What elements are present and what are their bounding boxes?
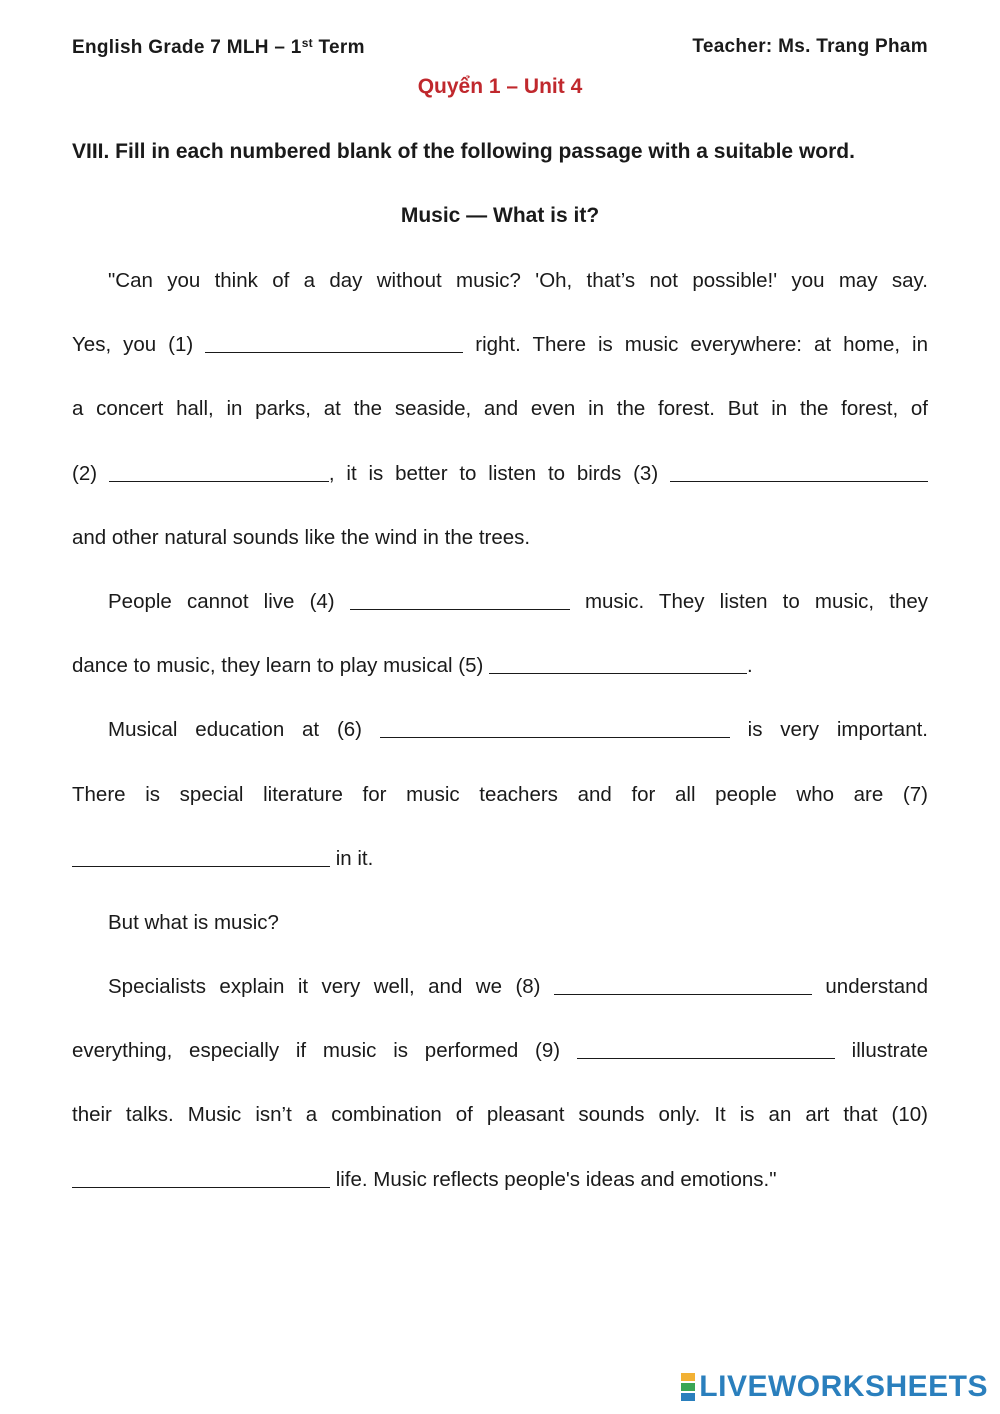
passage-line: Musical education at (6) is very important.	[108, 718, 928, 742]
passage-line: "Can you think of a day without music? 'Oh, that’s not possible!' you may say.	[108, 269, 928, 292]
blank-1[interactable]	[205, 334, 463, 353]
logo-mark-icon	[681, 1373, 695, 1401]
passage-line: everything, especially if music is performed (9) illustrate	[72, 1039, 929, 1063]
passage-line: People cannot live (4) music. They listen to music, they	[108, 589, 929, 613]
unit-subtitle: Quyển 1 – Unit 4	[417, 75, 583, 98]
passage-line: There is special literature for music teachers and for all people who are (7)	[72, 782, 928, 806]
passage-title: Music — What is it?	[400, 204, 600, 227]
passage-line: their talks. Music isn’t a combination of pleasant sounds only. It is an art that (10)	[72, 1103, 928, 1127]
blank-7[interactable]	[72, 848, 330, 867]
passage-line: But what is music?	[108, 910, 279, 934]
blank-10[interactable]	[72, 1169, 330, 1188]
blank-2[interactable]	[109, 463, 329, 482]
passage-line: Specialists explain it very well, and we (8) understand	[108, 975, 928, 999]
blank-6[interactable]	[380, 719, 730, 738]
passage-line: dance to music, they learn to play musical (5) .	[72, 654, 753, 678]
blank-8[interactable]	[554, 976, 812, 995]
logo-text: LIVEWORKSHEETS	[699, 1370, 988, 1403]
passage-line: Yes, you (1) right. There is music everywhere: at home, in	[72, 333, 928, 357]
passage-line: in it.	[72, 827, 928, 891]
blank-5[interactable]	[489, 655, 747, 674]
liveworksheets-logo[interactable]	[681, 1370, 988, 1404]
blank-4[interactable]	[350, 591, 570, 610]
exercise-instruction: VIII. Fill in each numbered blank of the following passage with a suitable word.	[72, 140, 855, 163]
passage-line: and other natural sounds like the wind in the trees.	[72, 525, 531, 549]
passage-line: a concert hall, in parks, at the seaside, and even in the forest. But in the forest, of	[72, 397, 928, 421]
blank-9[interactable]	[577, 1040, 835, 1059]
course-label: English Grade 7 MLH – 1st Term	[72, 36, 365, 58]
passage-line: life. Music reflects people's ideas and emotions."	[72, 1148, 928, 1212]
page-header	[72, 36, 928, 66]
teacher-label: Teacher: Ms. Trang Pham	[692, 36, 928, 57]
passage-line: (2) , it is better to listen to birds (3)	[72, 442, 928, 506]
blank-3[interactable]	[670, 463, 928, 482]
passage	[72, 249, 928, 1212]
